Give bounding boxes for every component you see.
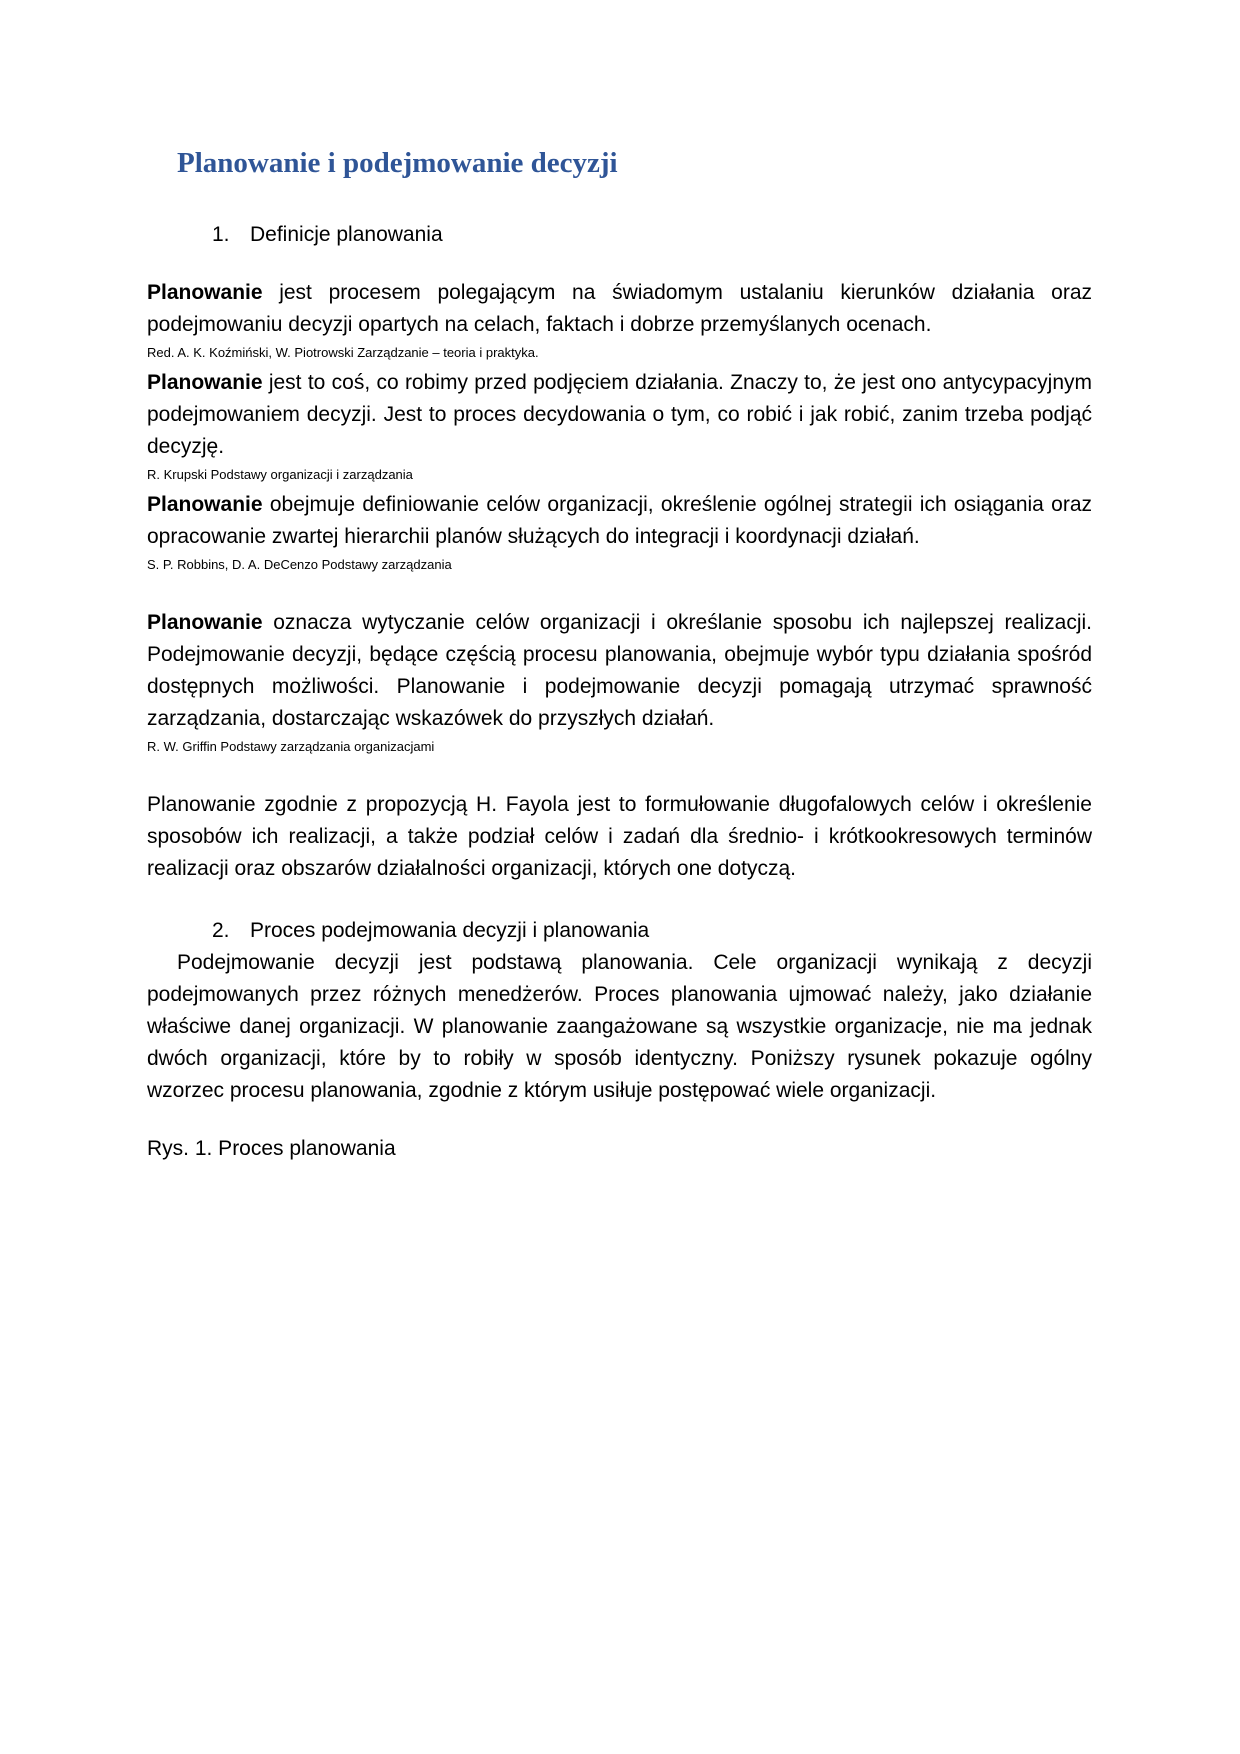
process-paragraph: Podejmowanie decyzji jest podstawą planowania. Cele organizacji wynikają z decyzji podejmowanych przez różnych menedżerów. Proces planowania ujmować należy, jako działanie właściwe danej organizacji. W planowanie zaangażowane są wszystkie organizacje, nie ma jednak dwóch organizacji, które by to robiły w sposób identyczny. Poniższy rysunek pokazuje ogólny wzorzec procesu planowania, zgodnie z którym usiłuje postępować wiele organizacji. <box>147 951 1092 1102</box>
document-title: Planowanie i podejmowanie decyzji <box>177 147 618 179</box>
definition-term: Planowanie <box>147 281 263 304</box>
definition-text: oznacza wytyczanie celów organizacji i określanie sposobu ich najlepszej realizacji. Podejmowanie decyzji, będące częścią procesu planowania, obejmuje wybór typu działania spośród dostępnych możliwości. Planowanie i podejmowanie decyzji pomagają utrzymać sprawność zarządzania, dostarczając wskazówek do przyszłych działań. <box>147 611 1092 730</box>
citation-source: S. P. Robbins, D. A. DeCenzo Podstawy zarządzania <box>147 557 452 572</box>
definition-text: jest procesem polegającym na świadomym ustalaniu kierunków działania oraz podejmowaniu decyzji opartych na celach, faktach i dobrze przemyślanych ocenach. <box>147 281 1092 336</box>
citation-source: Red. A. K. Koźmiński, W. Piotrowski Zarządzanie – teoria i praktyka. <box>147 345 539 360</box>
definition-paragraph <box>147 607 1092 735</box>
definition-term: Planowanie <box>147 611 263 634</box>
section-heading-definitions <box>147 219 1092 251</box>
definition-paragraph <box>147 277 1092 341</box>
section-title: Proces podejmowania decyzji i planowania <box>250 919 650 942</box>
figure-caption: Rys. 1. Proces planowania <box>147 1137 396 1160</box>
spacer <box>147 579 1092 607</box>
definition-text: obejmuje definiowanie celów organizacji, określenie ogólnej strategii ich osiągania oraz opracowanie zwartej hierarchii planów służących do integracji i koordynacji działań. <box>147 493 1092 548</box>
citation-source: R. W. Griffin Podstawy zarządzania organizacjami <box>147 739 435 754</box>
spacer <box>147 761 1092 789</box>
section-number: 1. <box>212 223 230 246</box>
definition-paragraph <box>147 489 1092 553</box>
section-heading-process <box>147 915 1092 947</box>
spacer <box>147 885 1092 915</box>
fayol-paragraph: Planowanie zgodnie z propozycją H. Fayola jest to formułowanie długofalowych celów i określenie sposobów ich realizacji, a także podział celów i zadań dla średnio- i krótkookresowych terminów realizacji oraz obszarów działalności organizacji, których one dotyczą. <box>147 793 1092 880</box>
section-title: Definicje planowania <box>250 223 443 246</box>
definition-paragraph <box>147 367 1092 463</box>
definition-text: jest to coś, co robimy przed podjęciem działania. Znaczy to, że jest ono antycypacyjnym podejmowaniem decyzji. Jest to proces decydowania o tym, co robić i jak robić, zanim trzeba podjąć decyzję. <box>147 371 1092 458</box>
document-body <box>147 145 1092 1165</box>
citation-source: R. Krupski Podstawy organizacji i zarządzania <box>147 467 413 482</box>
definition-term: Planowanie <box>147 371 263 394</box>
definition-term: Planowanie <box>147 493 263 516</box>
section-number: 2. <box>212 919 230 942</box>
